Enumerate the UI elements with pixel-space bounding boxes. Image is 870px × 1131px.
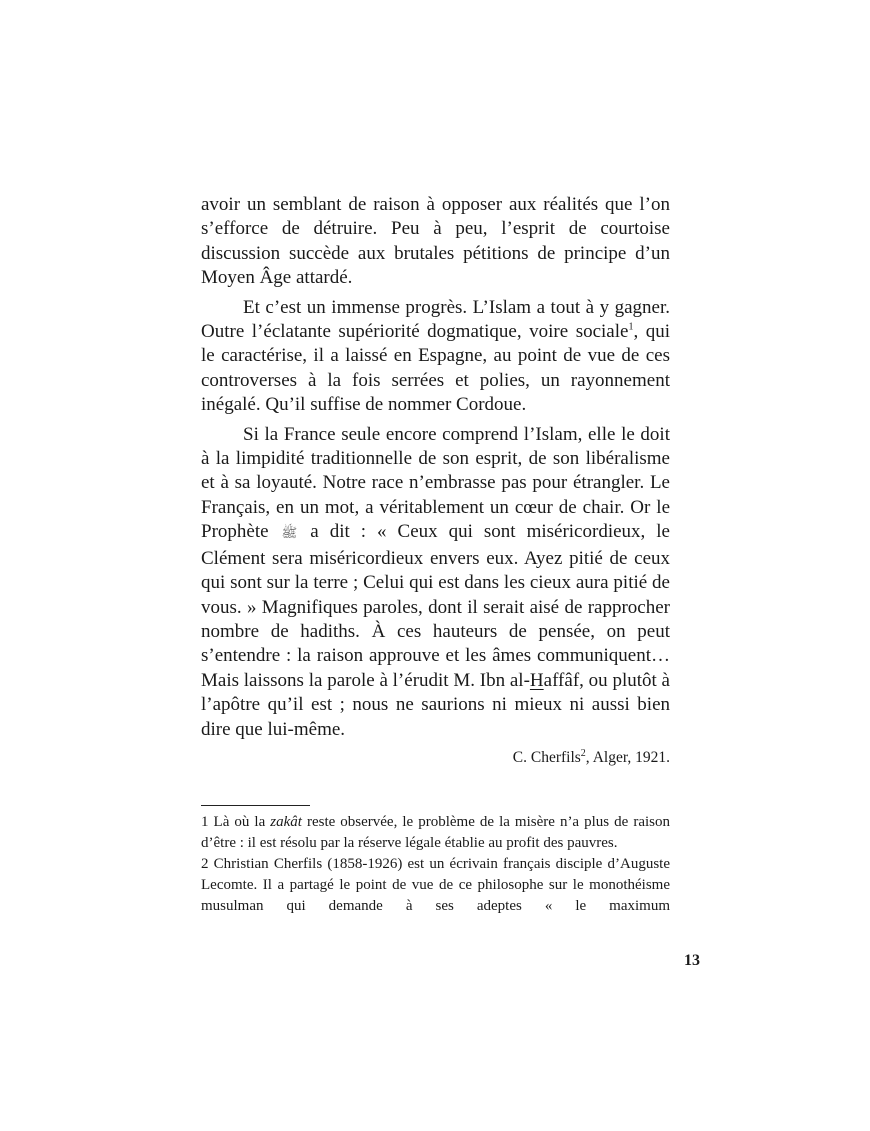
salawat-icon: ﷺ xyxy=(281,526,298,542)
footnote-ref-1: 1 xyxy=(628,321,634,333)
signature xyxy=(201,746,670,770)
paragraph-2-text-a: Et c’est un immense progrès. L’Islam a tout à y gagner. Outre l’éclatante supériorité dogmatique, voire sociale xyxy=(201,296,670,343)
footnote-1-text-a: Là où la xyxy=(208,814,271,830)
signature-place-date: , Alger, 1921. xyxy=(585,748,670,766)
paragraph-1-text: avoir un semblant de raison à opposer aux réalités que l’on s’efforce de détruire. Peu à peu, l’esprit de courtoise discussion succède aux brutales pétitions de principe d’un Moyen Âge attardé. xyxy=(201,194,670,289)
page-number: 13 xyxy=(684,952,700,969)
footnote-ref-2: 2 xyxy=(580,747,586,759)
footnote-1 xyxy=(201,812,670,854)
footnote-1-text-b: reste observée, le problème de la misère n’a plus de raison d’être : il est résolu par la réserve légale établie au profit des pauvres. xyxy=(201,814,670,852)
footnote-1-italic: zakât xyxy=(270,814,302,830)
paragraph-3-text-a: Si la France seule encore comprend l’Islam, elle le doit à la limpidité traditionnelle de son esprit, de son libéralisme et à sa loyauté. Notre race n’embrasse pas pour étrangler. Le Français, en un mot, a véritablement un cœur de chair. Or le Prophète xyxy=(201,423,670,543)
signature-name: C. Cherfils xyxy=(512,748,581,766)
paragraph-2-text-b: , qui le caractérise, il a laissé en Espagne, au point de vue de ces controverses à la fois serrées et polies, un rayonnement inégalé. Qu’il suffise de nommer Cordoue. xyxy=(201,321,670,416)
paragraph-3 xyxy=(201,423,670,742)
footnote-2-text: Christian Cherfils (1858-1926) est un écrivain français disciple d’Auguste Lecomte. Il a partagé le point de vue de ce philosophe sur le monothéisme musulman qui demande à ses adeptes « le maximum xyxy=(201,856,670,915)
footnotes xyxy=(201,812,670,917)
footnote-2-number: 2 xyxy=(201,856,209,873)
footnote-1-number: 1 xyxy=(201,814,209,830)
main-text xyxy=(201,193,670,770)
footnote-divider xyxy=(201,805,310,806)
paragraph-2 xyxy=(201,296,670,418)
underlined-letter: H xyxy=(529,669,544,691)
paragraph-1 xyxy=(201,193,670,291)
footnote-2 xyxy=(201,854,670,917)
paragraph-3-text-b: a dit : « Ceux qui sont miséricordieux, le Clément sera miséricordieux envers eux. Ayez pitié de ceux qui sont sur la terre ; Celui qui est dans les cieux aura pitié de vous. » Magnifiques paroles, dont il serait aisé de rapprocher nombre de hadiths. À ces hauteurs de pensée, on peut s’entendre : la raison approuve et les âmes communiquent… Mais laissons la parole à l’érudit M. Ibn al- xyxy=(201,521,670,691)
paragraph-3-text-c: affâf, ou plutôt à l’apôtre qu’il est ; nous ne saurions ni mieux ni aussi bien dire que lui-même. xyxy=(201,669,670,740)
